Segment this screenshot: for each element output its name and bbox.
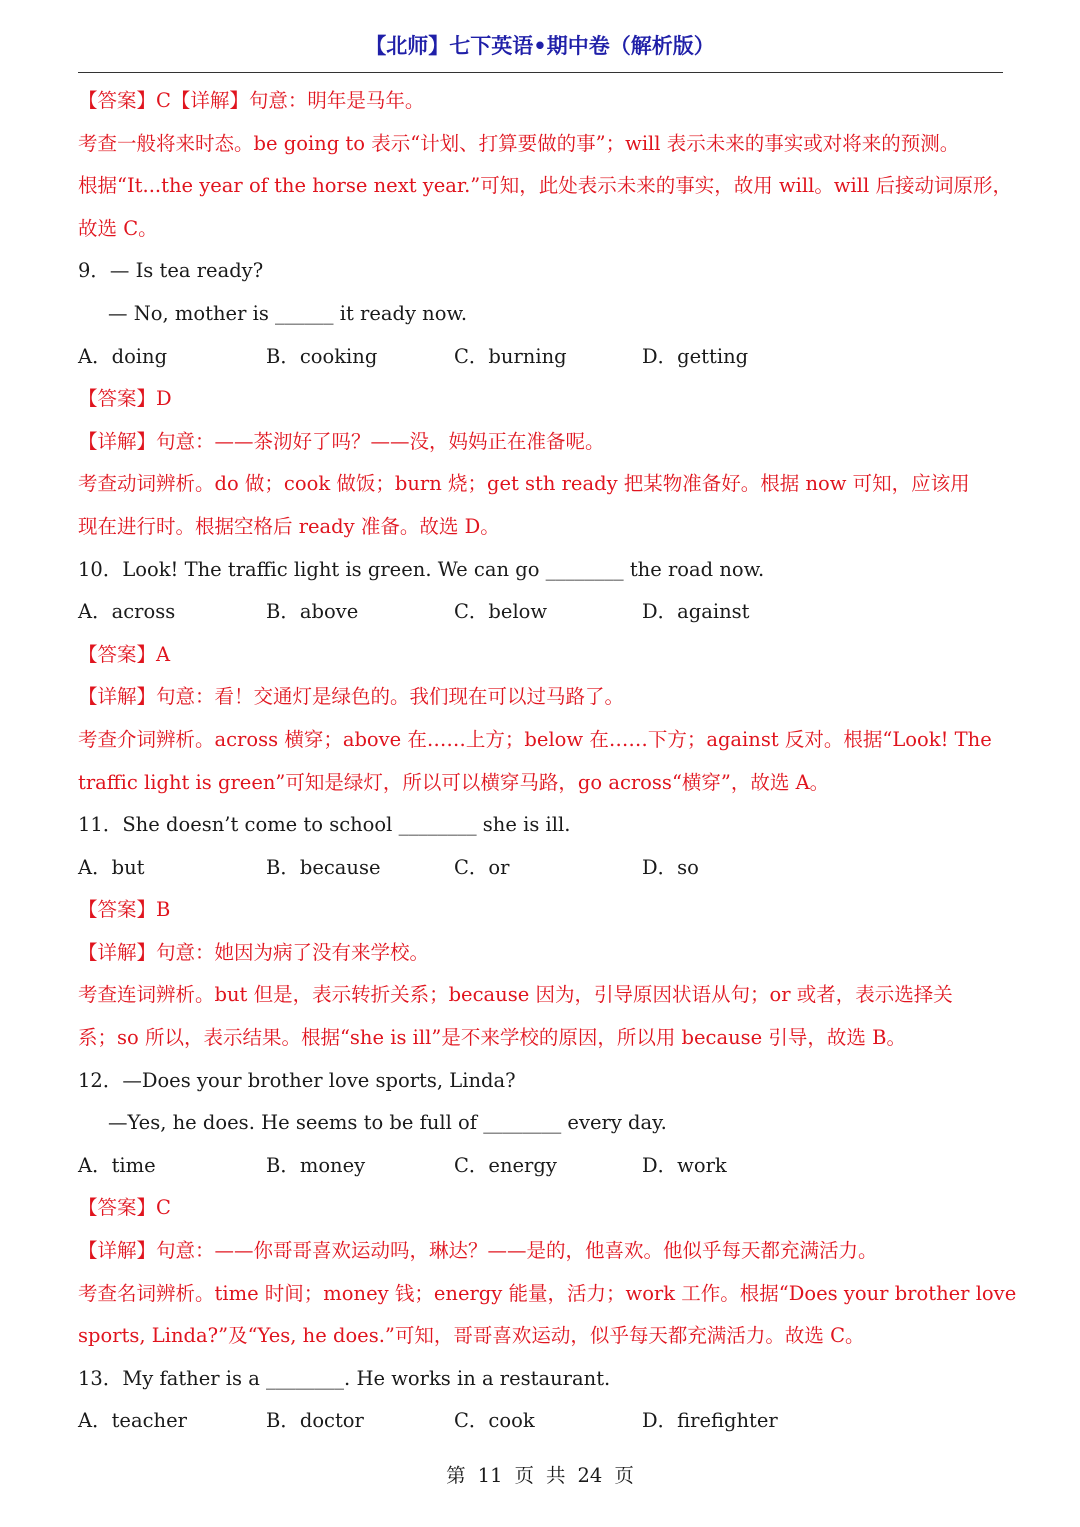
explanation-line: traffic light is green”可知是绿灯，所以可以横穿马路，go across“横穿”，故选 A。: [78, 770, 830, 794]
answer-options: [78, 1400, 1003, 1443]
explanation-line: 故选 C。: [78, 216, 158, 240]
explanation-line: 考查名词辨析。time 时间；money 钱；energy 能量，活力；work 工作。根据“Does your brother love: [78, 1281, 1017, 1305]
answer-option: A．teacher: [78, 1409, 187, 1433]
answer-option: A．but: [78, 855, 145, 879]
question-line: 12．—Does your brother love sports, Linda?: [78, 1068, 516, 1092]
page-footer: [0, 1460, 1080, 1488]
answer-options: [78, 847, 1003, 890]
total-page-count: 24: [577, 1464, 603, 1487]
dialogue-line: —Yes, he does. He seems to be full of ________ every day.: [108, 1111, 667, 1135]
explanation-line: 【详解】句意：她因为病了没有来学校。: [78, 940, 430, 964]
answer-option: A．time: [78, 1153, 156, 1177]
explanation-line: 考查动词辨析。do 做；cook 做饭；burn 烧；get sth ready 把某物准备好。根据 now 可知，应该用: [78, 472, 970, 496]
answer-option: D．getting: [642, 344, 749, 368]
question-line: 9．— Is tea ready?: [78, 259, 264, 283]
answer-options: [78, 336, 1003, 379]
answer-options: [78, 591, 1003, 634]
explanation-line: 【详解】句意：看！交通灯是绿色的。我们现在可以过马路了。: [78, 685, 625, 709]
dialogue-line: — No, mother is ______ it ready now.: [108, 301, 468, 325]
page-header-title: 【北师】七下英语•期中卷（解析版）: [365, 34, 715, 58]
explanation-line: 【答案】D: [78, 387, 172, 411]
answer-option: C．cook: [454, 1409, 535, 1433]
answer-option: C．energy: [454, 1153, 557, 1177]
answer-option: B．cooking: [266, 344, 378, 368]
answer-option: B．above: [266, 600, 359, 624]
question-line: 13．My father is a ________. He works in a restaurant.: [78, 1366, 611, 1390]
current-page-number: 11: [477, 1464, 503, 1487]
explanation-line: 考查连词辨析。but 但是，表示转折关系；because 因为，引导原因状语从句；or 或者，表示选择关: [78, 983, 953, 1007]
explanation-line: 现在进行时。根据空格后 ready 准备。故选 D。: [78, 514, 500, 538]
question-line: 10．Look! The traffic light is green. We can go ________ the road now.: [78, 557, 765, 581]
explanation-line: 【详解】句意：——你哥哥喜欢运动吗，琳达？——是的，他喜欢。他似乎每天都充满活力。: [78, 1239, 878, 1263]
footer-label: 第: [446, 1464, 466, 1487]
explanation-line: 【答案】A: [78, 642, 171, 666]
footer-label: 共: [546, 1464, 566, 1487]
question-line: 11．She doesn’t come to school ________ she is ill.: [78, 813, 571, 837]
answer-options: [78, 1145, 1003, 1188]
explanation-line: 考查一般将来时态。be going to 表示“计划、打算要做的事”；will 表示未来的事实或对将来的预测。: [78, 131, 960, 155]
answer-option: D．so: [642, 855, 699, 879]
footer-label: 页: [514, 1464, 534, 1487]
answer-option: C．or: [454, 855, 510, 879]
answer-option: D．firefighter: [642, 1409, 778, 1433]
answer-option: A．doing: [78, 344, 168, 368]
explanation-line: 考查介词辨析。across 横穿；above 在……上方；below 在……下方；against 反对。根据“Look! The: [78, 727, 992, 751]
explanation-line: 【答案】C【详解】句意：明年是马年。: [78, 89, 425, 112]
answer-option: C．below: [454, 600, 548, 624]
explanation-line: 【答案】B: [78, 898, 171, 922]
explanation-line: 【答案】C: [78, 1196, 171, 1220]
footer-label: 页: [614, 1464, 634, 1487]
explanation-line: 根据“It...the year of the horse next year.”可知，此处表示未来的事实，故用 will。will 后接动词原形，: [78, 174, 1012, 198]
answer-option: A．across: [78, 600, 176, 624]
explanation-line: 系；so 所以，表示结果。根据“she is ill”是不来学校的原因，所以用 because 引导，故选 B。: [78, 1026, 906, 1050]
document-body: [78, 80, 1017, 1443]
answer-option: D．against: [642, 600, 750, 624]
answer-option: B．doctor: [266, 1409, 364, 1433]
answer-option: C．burning: [454, 344, 567, 368]
explanation-line: 【详解】句意：——茶沏好了吗？——没，妈妈正在准备呢。: [78, 429, 605, 453]
answer-option: B．because: [266, 855, 381, 879]
explanation-line: sports, Linda?”及“Yes, he does.”可知，哥哥喜欢运动，似乎每天都充满活力。故选 C。: [78, 1324, 865, 1348]
answer-option: D．work: [642, 1153, 727, 1177]
answer-option: B．money: [266, 1153, 366, 1177]
header-divider: [78, 72, 1003, 73]
